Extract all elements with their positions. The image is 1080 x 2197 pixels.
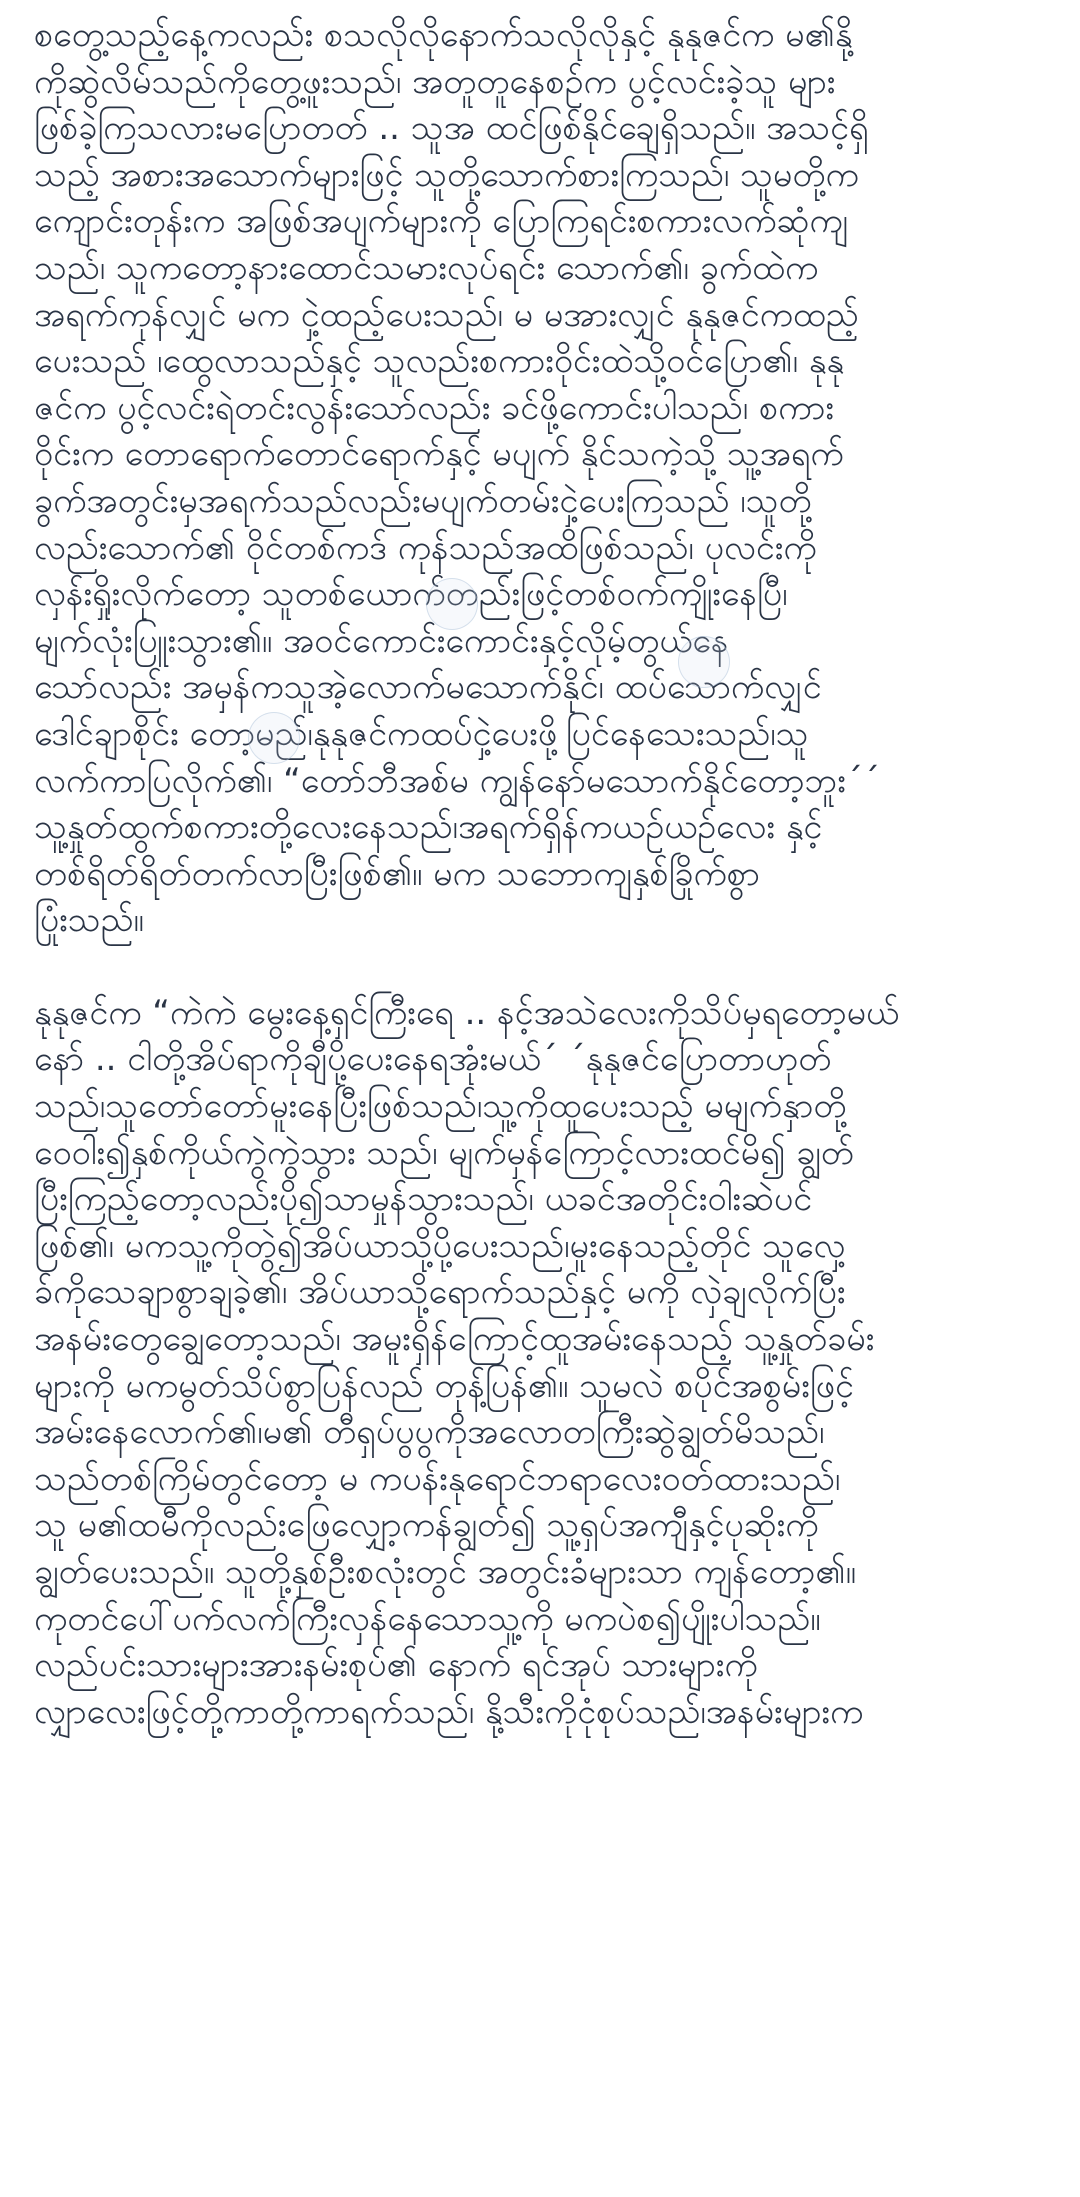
paragraph-text-line: ကိုဆွဲလိမ်သည်ကိုတွေ့ဖူးသည်၊ အတူတူနေစဉ်က ပွင့်လင်းခဲ့သူ များ (34, 61, 836, 102)
paragraph-text-line: လှန်းရှိုးလိုက်တော့ သူတစ်ယောက်တည်းဖြင့်တစ်ဝက်ကျိုးနေပြီ၊ (34, 574, 788, 615)
paragraph-text-line: မျက်လုံးပြူးသွား၏။ အဝင်ကောင်းကောင်းနှင့်လိုမ့်တွယ်နေ (34, 620, 729, 661)
paragraph-text-line: လက်ကာပြလိုက်၏၊ “တော်ဘီအစ်မ ကျွန်နော်မသောက်နိုင်တော့ဘူး´´ (34, 760, 880, 801)
paragraph-text-line: ဒေါင်ချာစိုင်း တော့မည်၊နုနုဇင်ကထပ်ငှဲ့ပေးဖို့ပြင်နေသေးသည်၊သူ (34, 713, 809, 754)
paragraph-text-line: ဖြစ်၏၊ မကသူ့ကိုတွဲ၍အိပ်ယာသို့ပို့ပေးသည်၊မူးနေသည့်တိုင် သူလှေ့ (34, 1225, 846, 1266)
paragraph-text-line: ပြီးကြည့်တော့လည်းပို၍သာမှုန်သွားသည်၊ ယခင်အတိုင်းဝါးဆဲပင် (34, 1179, 813, 1220)
paragraph-text-line: သည်၊ သူကတော့နားထောင်သမားလုပ်ရင်း သောက်၏၊ ခွက်ထဲက (34, 247, 819, 288)
paragraph-text-line: ဝိုင်းက တောရောက်တောင်ရောက်နှင့် မပျက် နိုင်သကဲ့သို့ သူ့အရက် (34, 434, 844, 475)
paragraph-text-line: ကုတင်ပေါ်ပက်လက်ကြီးလှန်နေသောသူ့ကို မကပဲစ၍ပျိုးပါသည်။ (34, 1598, 821, 1639)
paragraph-text-line: လည်ပင်းသားများအားနမ်းစုပ်၏ နောက် ရင်အုပ် သားများကို (34, 1645, 758, 1686)
paragraph-text-line: သူ မ၏ထမီကိုလည်းဖြေလျှော့ကန်ချွတ်၍ သူ့ရှပ်အကျီနှင့်ပုဆိုးကို (34, 1505, 819, 1546)
paragraph-text-line: ခ်ကိုသေချာစွာချခဲ့၏၊ အိပ်ယာသို့ရောက်သည်နှင့် မကို လှဲချလိုက်ပြီး (34, 1272, 846, 1313)
paragraph-text-line: အရက်ကုန်လျှင် မက ငှဲ့ထည့်ပေးသည်၊ မ မအားလျှင် နုနုဇင်ကထည့် (34, 294, 859, 335)
paragraph-text-line: အနမ်းတွေချွေတော့သည်၊ အမူးရှိန်ကြောင့်ထူအမ်းနေသည့် သူ့နှုတ်ခမ်း (34, 1319, 875, 1360)
paragraph-text-line: လျှာလေးဖြင့်တို့ကာတို့ကာရက်သည်၊ နို့သီးကိုငုံစုပ်သည်၊အနမ်းများက (34, 1691, 864, 1732)
paragraph-text-line: သည်၊သူတော်တော်မူးနေပြီးဖြစ်သည်၊သူ့ကိုထူပေးသည့် မမျက်နှာတို့ (34, 1086, 847, 1127)
paragraph-text-line: ပြုံးသည်။ (34, 900, 144, 941)
paragraph-text-line: တစ်ရိတ်ရိတ်တက်လာပြီးဖြစ်၏။ မက သဘောကျနှစ်ခြိုက်စွာ (34, 853, 760, 894)
paragraph-text-line: လည်းသောက်၏ ဝိုင်တစ်ကဒ် ကုန်သည်အထိဖြစ်သည်၊ ပုလင်းကို (34, 527, 817, 568)
paragraph-text-line: သော်လည်း အမှန်ကသူအဲ့လောက်မသောက်နိုင်၊ ထပ်သောက်လျှင် (34, 667, 822, 708)
story-paragraph (34, 990, 1054, 1736)
paragraph-text-line: ချွတ်ပေးသည်။ သူတို့နှစ်ဦးစလုံးတွင် အတွင်းခံများသာ ကျန်တော့၏။ (34, 1552, 856, 1592)
paragraph-text-line: သည့် အစားအသောက်များဖြင့် သူတို့သောက်စားကြသည်၊ သူမတို့က (34, 154, 859, 195)
story-paragraph (34, 12, 1054, 944)
paragraph-text-line: များကို မကမွတ်သိပ်စွာပြန်လည် တုန့်ပြန်၏။ သူမလဲ စပိုင်အစွမ်းဖြင့် (34, 1365, 854, 1406)
paragraph-text-line: ဖြစ်ခဲ့ကြသလားမပြောတတ် .. သူအ ထင်ဖြစ်နိုင်ချေရှိသည်။ အသင့်ရှိ (34, 108, 869, 149)
paragraph-text-line: ပေးသည် ၊ထွေလာသည်နှင့် သူလည်းစကားဝိုင်းထဲသို့ဝင်ပြော၏၊ နုနု (34, 341, 844, 382)
paragraph-text-line: ဝေဝါး၍နှစ်ကိုယ်ကွဲကွဲသွား သည်၊ မျက်မှန်ကြောင့်လားထင်မိ၍ ချွတ် (34, 1132, 854, 1173)
paragraph-text-line: သူ့နှုတ်ထွက်စကားတို့လေးနေသည်၊အရက်ရှိန်ကယဉ်ယဉ်လေး နှင့် (34, 807, 823, 848)
article-body (34, 12, 1054, 1735)
paragraph-text-line: နော် .. ငါတို့အိပ်ရာကိုချီပို့ပေးနေရအုံးမယ်´ ´နုနုဇင်ပြောတာဟုတ် (34, 1039, 832, 1080)
paragraph-text-line: ခွက်အတွင်းမှအရက်သည်လည်းမပျက်တမ်းငှဲ့ပေးကြသည် ၊သူတို့ (34, 480, 812, 521)
paragraph-text-line: ကျောင်းတုန်းက အဖြစ်အပျက်များကို ပြောကြရင်းစကားလက်ဆုံကျ (34, 201, 849, 242)
paragraph-text-line: ဇင်က ပွင့်လင်းရဲတင်းလွန်းသော်လည်း ခင်ဖို့ကောင်းပါသည်၊ စကား (34, 387, 834, 428)
paragraph-text-line: သည်တစ်ကြိမ်တွင်တော့ မ ကပန်းနုရောင်ဘရာလေးဝတ်ထားသည်၊ (34, 1458, 841, 1499)
paragraph-text-line: နုနုဇင်က “ကဲကဲ မွေးနေ့ရှင်ကြီးရေ .. နင့်အသဲလေးကိုသိပ်မှရတော့မယ် (34, 992, 899, 1033)
paragraph-text-line: အမ်းနေလောက်၏၊မ၏ တီရှပ်ပွပွကိုအလောတကြီးဆွဲချွတ်မိသည်၊ (34, 1412, 825, 1453)
paragraph-text-line: စတွေ့သည့်နေ့ကလည်း စသလိုလိုနောက်သလိုလိုနှင့် နုနုဇင်က မ၏နို့ (34, 15, 853, 55)
